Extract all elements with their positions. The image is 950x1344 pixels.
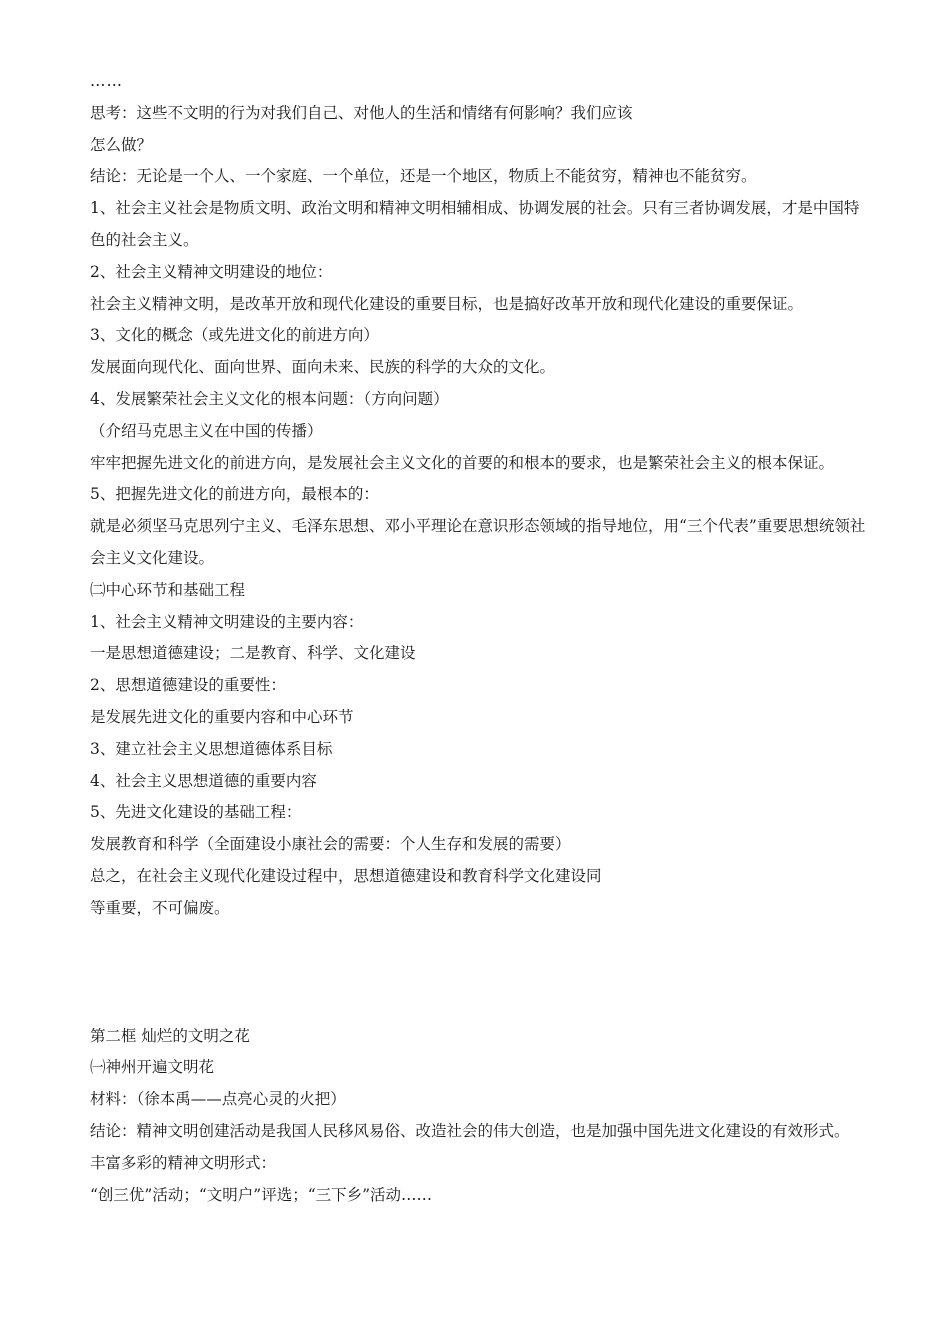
point-3-title: 3、文化的概念（或先进文化的前进方向） <box>90 326 379 345</box>
point-2-body: 社会主义精神文明，是改革开放和现代化建设的重要目标，也是搞好改革开放和现代化建设的重要保证。 <box>90 294 804 313</box>
section-heading: ㈡中心环节和基础工程 <box>90 580 246 599</box>
forms-list: “创三优”活动；“文明户”评选；“三下乡”活动…… <box>90 1185 433 1204</box>
list-item: 4、社会主义思想道德的重要内容 <box>90 771 317 790</box>
list-item: 发展教育和科学（全面建设小康社会的需要：个人生存和发展的需要） <box>90 835 571 854</box>
list-item: 5、先进文化建设的基础工程： <box>90 803 302 822</box>
list-item: 等重要，不可偏废。 <box>90 898 230 917</box>
point-5-body: 就是必须坚马克思列宁主义、毛泽东思想、邓小平理论在意识形态领域的指导地位，用“三个代表”重要思想统领社会主义文化建设。 <box>90 517 866 567</box>
conclusion: 结论：无论是一个人、一个家庭、一个单位，还是一个地区，物质上不能贫穷，精神也不能贫穷。 <box>90 167 757 186</box>
list-item: 是发展先进文化的重要内容和中心环节 <box>90 707 354 726</box>
list-item: 一是思想道德建设；二是教育、科学、文化建设 <box>90 644 416 663</box>
think-question-cont: 怎么做？ <box>90 135 153 154</box>
think-question: 思考：这些不文明的行为对我们自己、对他人的生活和情绪有何影响？我们应该 <box>90 103 633 122</box>
point-3-body: 发展面向现代化、面向世界、面向未来、民族的科学的大众的文化。 <box>90 358 556 377</box>
point-4-body: 牢牢把握先进文化的前进方向，是发展社会主义文化的首要的和根本的要求，也是繁荣社会主义的根本保证。 <box>90 453 835 472</box>
point-4-title: 4、发展繁荣社会主义文化的根本问题：（方向问题） <box>90 389 449 408</box>
ellipsis: …… <box>90 72 123 90</box>
point-5-title: 5、把握先进文化的前进方向，最根本的： <box>90 485 379 504</box>
conclusion: 结论：精神文明创建活动是我国人民移风易俗、改造社会的伟大创造，也是加强中国先进文化建设的有效形式。 <box>90 1121 850 1140</box>
spacer <box>90 925 870 1021</box>
lesson-title: 第二框 灿烂的文明之花 <box>90 1026 250 1045</box>
list-item: 总之，在社会主义现代化建设过程中，思想道德建设和教育科学文化建设同 <box>90 866 602 885</box>
forms-title: 丰富多彩的精神文明形式： <box>90 1153 277 1172</box>
list-item: 3、建立社会主义思想道德体系目标 <box>90 739 333 758</box>
point-1: 1、社会主义社会是物质文明、政治文明和精神文明相辅相成、协调发展的社会。只有三者协调发展，才是中国特色的社会主义。 <box>90 199 860 249</box>
document-page <box>90 66 870 1211</box>
list-item: 1、社会主义精神文明建设的主要内容： <box>90 612 364 631</box>
point-4-note: （介绍马克思主义在中国的传播） <box>90 421 323 440</box>
section-heading: ㈠神州开遍文明花 <box>90 1058 215 1077</box>
point-2-title: 2、社会主义精神文明建设的地位： <box>90 262 333 281</box>
list-item: 2、思想道德建设的重要性： <box>90 676 286 695</box>
material: 材料：（徐本禹——点亮心灵的火把） <box>90 1090 346 1109</box>
